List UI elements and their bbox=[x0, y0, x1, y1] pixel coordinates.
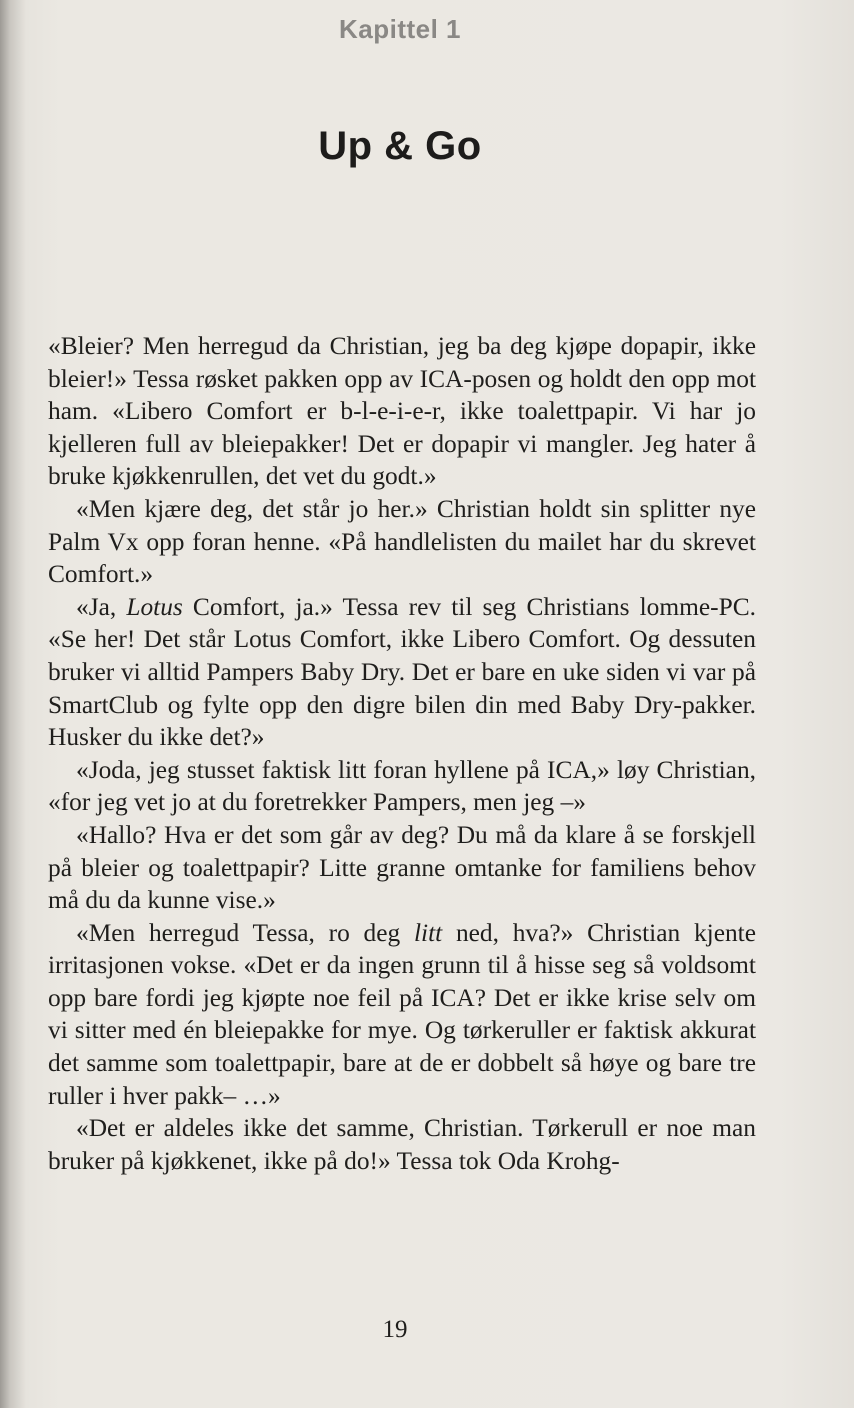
paragraph bbox=[48, 1112, 756, 1177]
paragraph-text: ned, hva?» Christian kjente irritasjonen vokse. «Det er da ingen grunn til å hisse seg så voldsomt opp bare fordi jeg kjøpte noe feil på ICA? Det er ikke krise selv om vi sitter med én bleiepakke for mye. Og tørkeruller er faktisk akkurat det samme som toalettpapir, bare at de er dobbelt så høye og bare tre ruller i hver pakk– …» bbox=[48, 918, 756, 1110]
body-text bbox=[48, 330, 756, 1177]
italic-text: Lotus bbox=[126, 592, 183, 621]
paragraph-text: «Det er aldeles ikke det samme, Christian. Tørkerull er noe man bruker på kjøkkenet, ikke på do!» Tessa tok Oda Krohg- bbox=[48, 1114, 756, 1175]
chapter-title: Up & Go bbox=[318, 124, 482, 168]
paragraph bbox=[48, 754, 756, 819]
paragraph bbox=[48, 330, 756, 493]
paragraph-text: «Hallo? Hva er det som går av deg? Du må da klare å se forskjell på bleier og toalettpapir? Litte granne omtanke for familiens behov må du da kunne vise.» bbox=[48, 820, 756, 915]
paragraph-text: «Joda, jeg stusset faktisk litt foran hyllene på ICA,» løy Christian, «for jeg vet jo at du foretrekker Pampers, men jeg –» bbox=[48, 755, 756, 817]
paragraph-text: «Men kjære deg, det står jo her.» Christian holdt sin splitter nye Palm Vx opp foran henne. «På handlelisten du mailet har du skrevet Comfort.» bbox=[48, 494, 756, 589]
page-number: 19 bbox=[382, 1316, 408, 1343]
paragraph bbox=[48, 493, 756, 591]
chapter-label: Kapittel 1 bbox=[338, 14, 462, 44]
paragraph-text: «Ja, bbox=[76, 592, 127, 621]
paragraph bbox=[48, 917, 756, 1113]
paragraph-text: Comfort, ja.» Tessa rev til seg Christians lomme-PC. «Se her! Det står Lotus Comfort, ikke Libero Comfort. Og dessuten bruker vi alltid Pampers Baby Dry. Det er bare en uke siden vi var på SmartClub og fylte opp den digre bilen din med Baby Dry-pakker. Husker du ikke det?» bbox=[48, 592, 756, 752]
paragraph-text: «Men herregud Tessa, ro deg bbox=[76, 918, 414, 947]
italic-text: litt bbox=[413, 918, 443, 947]
paragraph bbox=[48, 819, 756, 917]
paragraph bbox=[48, 591, 756, 754]
paragraph-text: «Bleier? Men herregud da Christian, jeg ba deg kjøpe dopapir, ikke bleier!» Tessa røsket pakken opp av ICA-posen og holdt den opp mot ham. «Libero Comfort er b-l-e-i-e-r, ikke toalettpapir. Vi har jo kjelleren full av bleiepakker! Det er dopapir vi mangler. Jeg hater å bruke kjøkkenrullen, det vet du godt.» bbox=[48, 332, 756, 491]
